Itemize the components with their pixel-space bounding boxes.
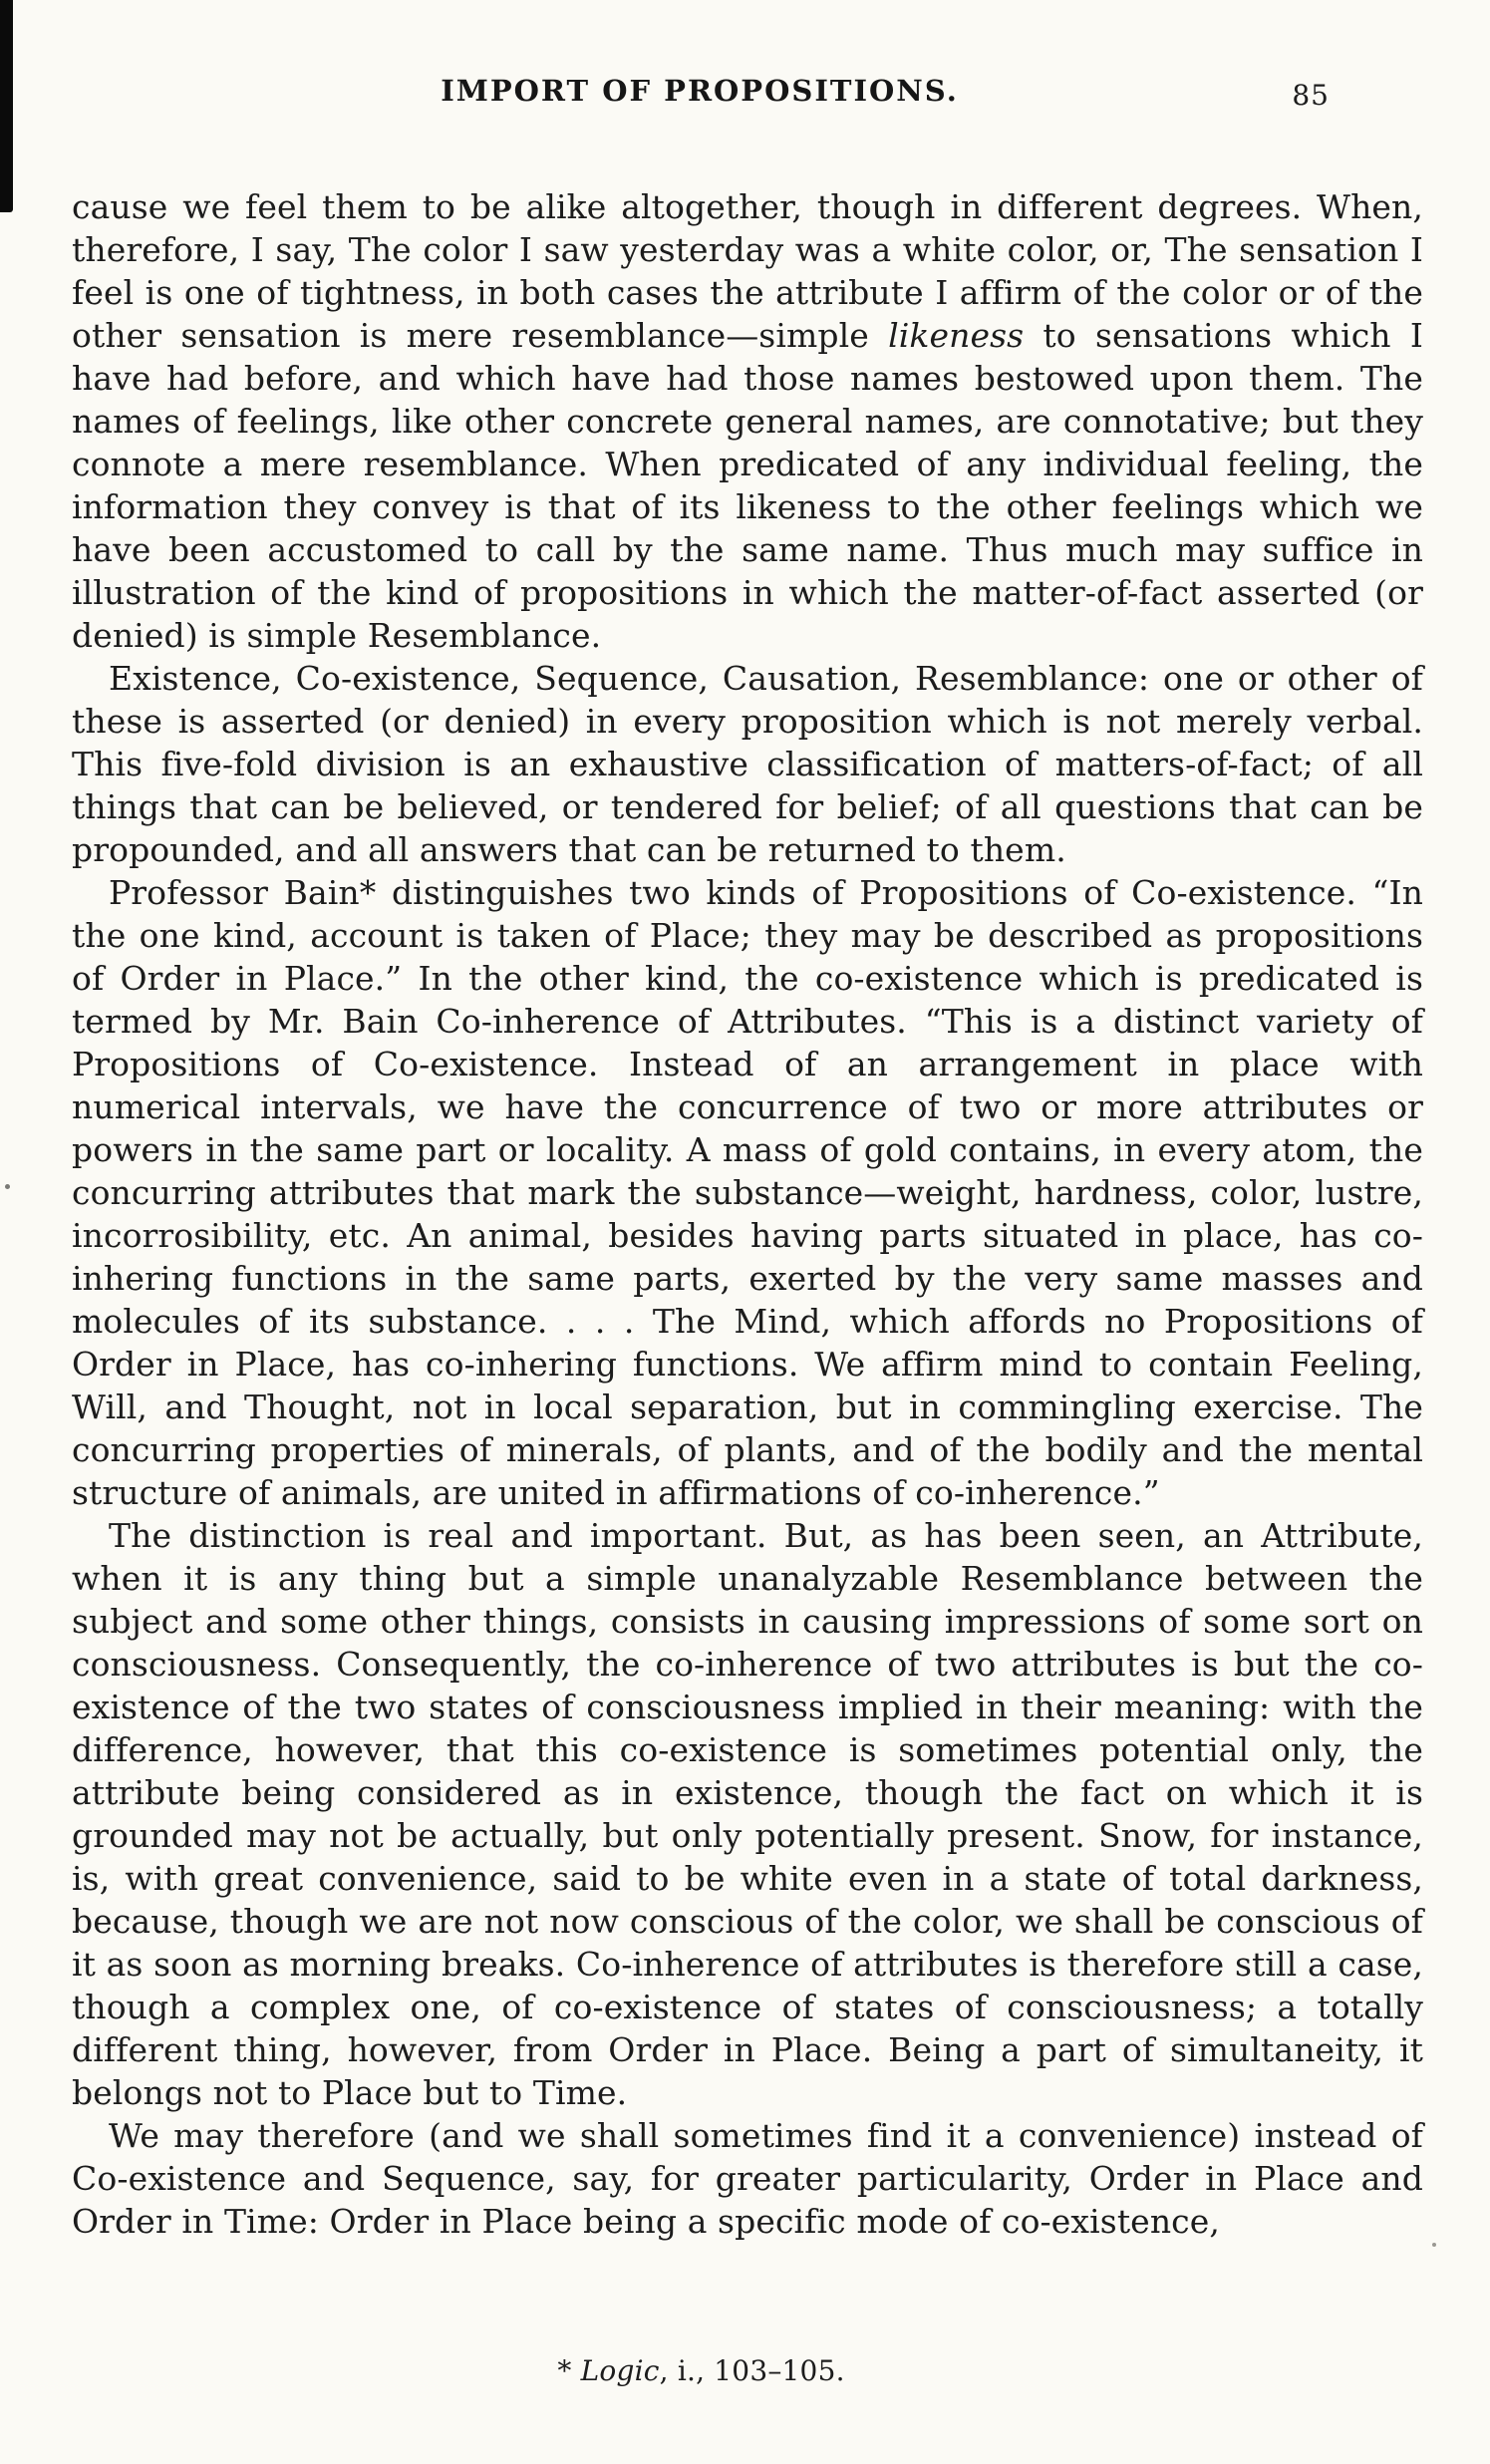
running-head-title: IMPORT OF PROPOSITIONS. <box>441 74 959 108</box>
text-run: to sensations which I have had before, and which have had those names bestowed upon them. The names of feelings, like other concrete general names, are connotative; but they connote a mere resemblance. When predicated of any individual feeling, the information they convey is that of its likeness to the other feelings which we have been accustomed to call by the same name. Thus much may suffice in illustration of the kind of propositions in which the matter-of-fact asserted (or denied) is simple Resemblance. <box>72 316 1424 655</box>
paragraph <box>72 657 1423 871</box>
paragraph <box>72 1514 1423 2114</box>
paragraph <box>72 2114 1423 2243</box>
footnote <box>72 2354 1331 2387</box>
text-run: Professor Bain* distinguishes two kinds of Propositions of Co-existence. “In the one kind, account is taken of Place; they may be described as propositions of Order in Place.” In the other kind, the co-existence which is predicated is termed by Mr. Bain Co-inherence of Attributes. “This is a distinct variety of Propositions of Co-existence. Instead of an arrangement in place with numerical intervals, we have the concurrence of two or more attributes or powers in the same part or locality. A mass of gold contains, in every atom, the concurring attributes that mark the substance—weight, hardness, color, lustre, incorrosibility, etc. An animal, besides having parts situated in place, has co-inhering functions in the same parts, exerted by the very same masses and molecules of its substance. . . . The Mind, which affords no Propositions of Order in Place, has co-inhering functions. We affirm mind to contain Feeling, Will, and Thought, not in local separation, but in commingling exercise. The concurring properties of minerals, of plants, and of the bodily and the mental structure of animals, are united in affirmations of co-inherence.” <box>72 873 1423 1512</box>
text-block <box>72 185 1423 2243</box>
italic-text: Logic <box>580 2354 660 2387</box>
text-run: * <box>557 2354 581 2387</box>
text-run: , i., 103–105. <box>659 2354 845 2387</box>
italic-text: likeness <box>888 316 1025 355</box>
page-number: 85 <box>1292 79 1330 112</box>
scan-speck-right <box>1432 2243 1436 2247</box>
scan-artifact-bar <box>0 0 13 212</box>
text-run: cause we feel them to be alike altogether, though in different degrees. When, therefore, I say, The color I saw yesterday was a white color, or, The sensation I feel is one of tightness, in both cases the attribute I affirm of the color or of the other sensation is mere resemblance—simple <box>72 187 1423 355</box>
paragraph <box>72 185 1423 657</box>
text-run: Existence, Co-existence, Sequence, Causation, Resemblance: one or other of these is asserted (or denied) in every proposition which is not merely verbal. This five-fold division is an exhaustive classification of matters-of-fact; of all things that can be believed, or tendered for belief; of all questions that can be propounded, and all answers that can be returned to them. <box>72 659 1423 869</box>
text-run: We may therefore (and we shall sometimes find it a convenience) instead of Co-existence and Sequence, say, for greater particularity, Order in Place and Order in Time: Order in Place being a specific mode of co-existence, <box>72 2116 1423 2241</box>
text-run: The distinction is real and important. But, as has been seen, an Attribute, when it is any thing but a simple unanalyzable Resemblance between the subject and some other things, consists in causing impressions of some sort on consciousness. Consequently, the co-inherence of two attributes is but the co-existence of the two states of consciousness implied in their meaning: with the difference, however, that this co-existence is sometimes potential only, the attribute being considered as in existence, though the fact on which it is grounded may not be actually, but only potentially present. Snow, for instance, is, with great convenience, said to be white even in a state of total darkness, because, though we are not now conscious of the color, we shall be conscious of it as soon as morning breaks. Co-inherence of attributes is therefore still a case, though a complex one, of co-existence of states of consciousness; a totally different thing, however, from Order in Place. Being a part of simultaneity, it belongs not to Place but to Time. <box>72 1516 1423 2112</box>
paragraph <box>72 871 1423 1514</box>
running-header <box>70 74 1424 118</box>
scan-speck-left <box>5 1184 10 1189</box>
